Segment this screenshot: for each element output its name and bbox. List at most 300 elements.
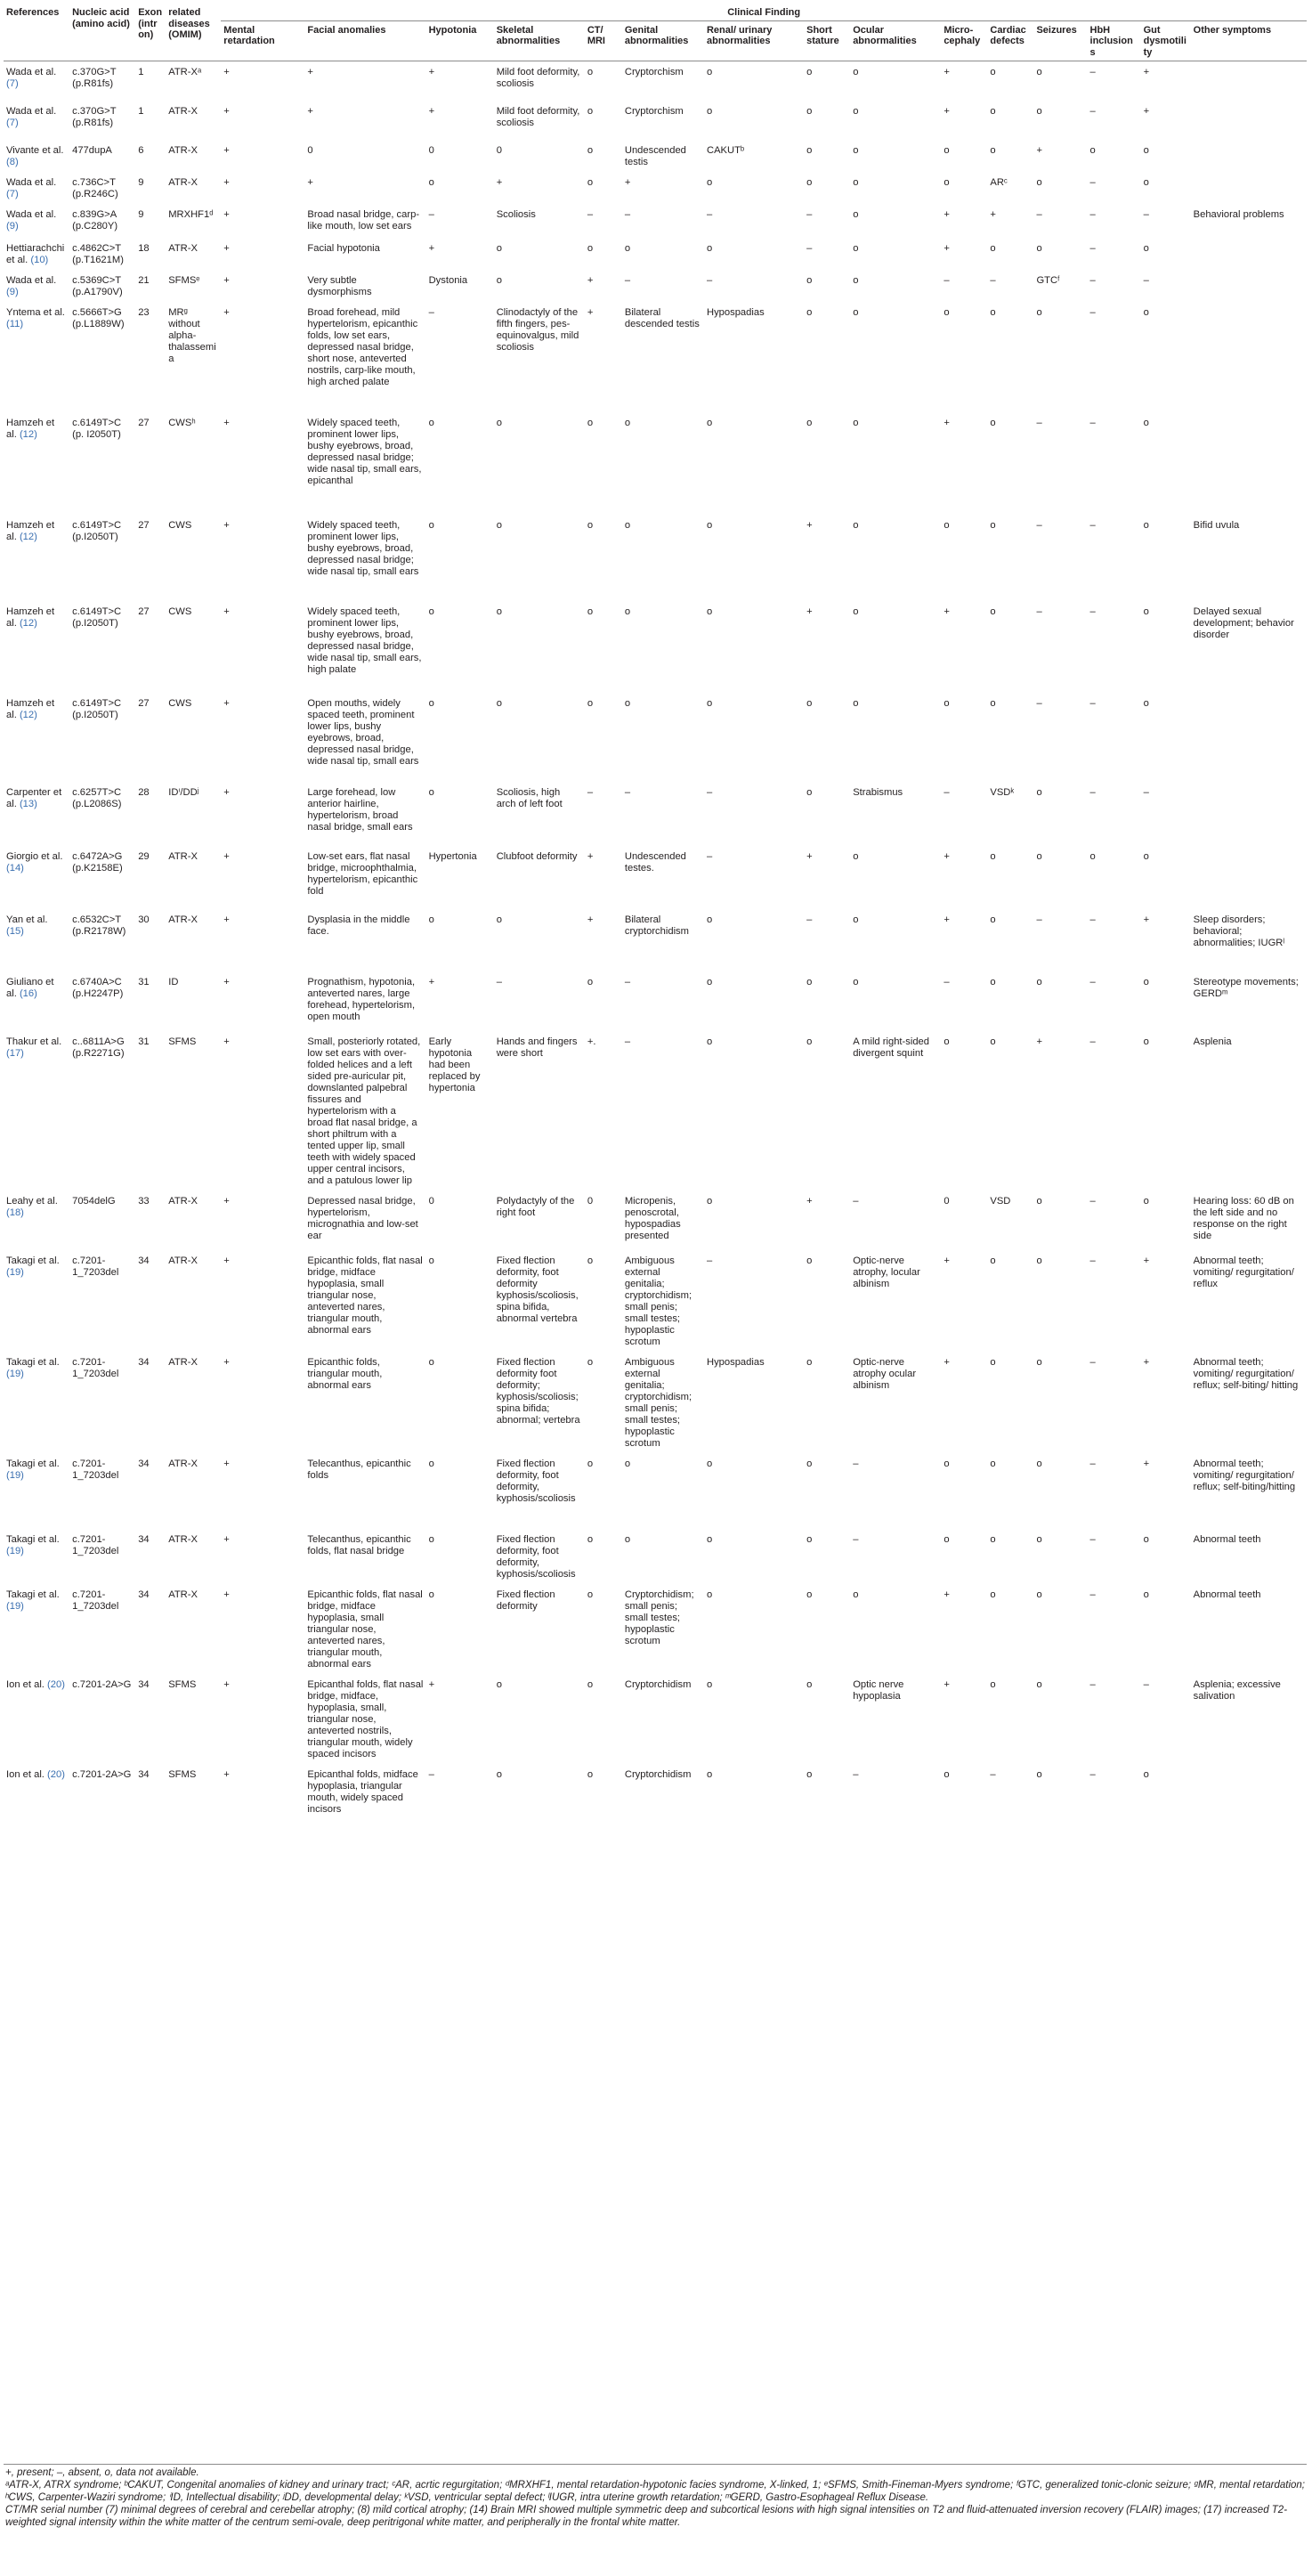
cell-seizures: o — [1036, 1678, 1042, 1690]
cell-reference — [4, 61, 69, 101]
reference-link[interactable]: (19) — [6, 1266, 24, 1278]
cell-cardiac: o — [990, 144, 996, 156]
reference-author: Leahy et al. — [6, 1195, 58, 1207]
cell-genital: – — [624, 786, 631, 798]
cell-skeletal: 0 — [496, 144, 502, 156]
cell-renal: o — [706, 417, 713, 428]
reference-author: Takagi et al. — [6, 1356, 60, 1368]
table-row — [4, 140, 1307, 172]
cell-cardiac: o — [990, 697, 996, 709]
cell-reference — [4, 140, 69, 172]
cell-nucleic-acid: c.7201-1_7203del — [72, 1533, 119, 1556]
cell-gut: o — [1143, 605, 1149, 617]
cell-disease: SFMS — [168, 1768, 197, 1780]
col-facial-anomalies: Facial anomalies — [304, 20, 425, 61]
cell-genital: o — [624, 1458, 631, 1469]
cell-skeletal: o — [496, 274, 502, 286]
cell-ocular: o — [853, 306, 859, 318]
reference-link[interactable]: (19) — [6, 1600, 24, 1612]
cell-gut: o — [1143, 144, 1149, 156]
cell-short: o — [806, 786, 813, 798]
table-row — [4, 204, 1307, 238]
cell-hbh: – — [1089, 1255, 1096, 1266]
cell-renal: o — [706, 1533, 713, 1545]
cell-genital: Undescended testis — [624, 144, 686, 167]
cell-disease: ATR-X — [168, 176, 198, 188]
cell-seizures: o — [1036, 1533, 1042, 1545]
cell-short: o — [806, 417, 813, 428]
cell-genital: Cryptorchism — [624, 105, 684, 117]
cell-nucleic-acid: c.5369C>T (p.A1790V) — [72, 274, 123, 297]
cell-ocular: A mild right-sided divergent squint — [853, 1036, 929, 1059]
cell-micro: + — [944, 850, 950, 862]
cell-exon: 31 — [138, 1036, 150, 1047]
col-nucleic-acid: Nucleic acid (amino acid) — [69, 5, 135, 61]
cell-hbh: – — [1089, 176, 1096, 188]
table-row — [4, 1529, 1307, 1584]
cell-hbh: o — [1089, 850, 1096, 862]
reference-link[interactable]: (12) — [19, 428, 37, 440]
reference-link[interactable]: (7) — [6, 117, 19, 128]
cell-cardiac: – — [990, 1768, 996, 1780]
cell-ocular: o — [853, 697, 859, 709]
cell-short: o — [806, 176, 813, 188]
col-gut: Gut dysmotility — [1141, 20, 1191, 61]
col-skeletal: Skeletal abnormalities — [494, 20, 585, 61]
reference-author: Thakur et al. — [6, 1036, 62, 1047]
cell-other: Abnormal teeth; vomiting/ regurgitation/ reflux — [1193, 1255, 1294, 1289]
reference-author: Takagi et al. — [6, 1589, 60, 1600]
cell-seizures: o — [1036, 176, 1042, 188]
cell-skeletal: o — [496, 519, 502, 531]
reference-author: Hamzeh et al. — [6, 417, 55, 440]
reference-link[interactable]: (19) — [6, 1545, 24, 1556]
cell-mental: + — [223, 1356, 230, 1368]
cell-micro: + — [944, 67, 950, 77]
cell-exon: 1 — [138, 105, 144, 117]
cell-micro: + — [944, 1678, 950, 1690]
cell-seizures: o — [1036, 1589, 1042, 1600]
reference-link[interactable]: (14) — [6, 862, 24, 874]
col-hypotonia: Hypotonia — [426, 20, 494, 61]
cell-hypotonia: Hypertonia — [428, 850, 477, 862]
cell-disease: ATR-X — [168, 1195, 198, 1207]
reference-link[interactable]: (20) — [47, 1678, 65, 1690]
cell-micro: o — [944, 697, 950, 709]
cell-ct: o — [587, 605, 594, 617]
cell-cardiac: o — [990, 1678, 996, 1690]
cell-cardiac: o — [990, 976, 996, 987]
cell-micro: + — [944, 1356, 950, 1368]
cell-skeletal: Polydactyly of the right foot — [496, 1195, 575, 1218]
cell-ct: o — [587, 1768, 594, 1780]
cell-gut: + — [1143, 1458, 1150, 1469]
cell-skeletal: Mild foot deformity, scoliosis — [496, 105, 580, 128]
cell-ocular: Optic nerve hypoplasia — [853, 1678, 904, 1702]
reference-author: Giuliano et al. — [6, 976, 54, 999]
cell-facial: Small, posteriorly rotated, low set ears with over-folded helices and a left sided pre-auricular pit, downslanted palpebral fissures and hypertelorism with a broad flat nasal bridge, a short philtrum with a tented upper lip, small teeth with widely spaced upper central incisors, and a patulous lower lip — [307, 1036, 421, 1186]
cell-skeletal: – — [496, 976, 502, 987]
cell-disease: CWS — [168, 697, 192, 709]
cell-gut: o — [1143, 697, 1149, 709]
cell-ocular: o — [853, 605, 859, 617]
cell-hypotonia: o — [428, 1533, 434, 1545]
cell-exon: 34 — [138, 1678, 150, 1690]
cell-hypotonia: Early hypotonia had been replaced by hypertonia — [428, 1036, 481, 1093]
cell-micro: + — [944, 1589, 950, 1600]
cell-renal: o — [706, 914, 713, 925]
cell-other — [1191, 140, 1307, 172]
cell-hbh: – — [1089, 1036, 1096, 1047]
clinical-findings-table — [4, 5, 1307, 1819]
cell-seizures: o — [1036, 1195, 1042, 1207]
reference-link[interactable]: (9) — [6, 286, 19, 297]
cell-exon: 34 — [138, 1356, 150, 1368]
cell-genital: Ambiguous external genitalia; cryptorchidism; small penis; small testes; hypoplastic scrotum — [624, 1356, 692, 1449]
cell-nucleic-acid: c.7201-1_7203del — [72, 1255, 119, 1278]
cell-ct: + — [587, 914, 594, 925]
cell-hbh: – — [1089, 242, 1096, 254]
cell-exon: 34 — [138, 1589, 150, 1600]
cell-renal: o — [706, 176, 713, 188]
cell-gut: o — [1143, 176, 1149, 188]
cell-facial: Facial hypotonia — [307, 242, 380, 254]
cell-ct: o — [587, 1458, 594, 1469]
cell-cardiac: o — [990, 67, 996, 77]
cell-ct: o — [587, 697, 594, 709]
cell-genital: o — [624, 417, 631, 428]
cell-nucleic-acid: c.4862C>T (p.T1621M) — [72, 242, 124, 265]
cell-gut: o — [1143, 976, 1149, 987]
cell-facial: Low-set ears, flat nasal bridge, microophthalmia, hypertelorism, epicanthic fold — [307, 850, 418, 897]
reference-link[interactable]: (20) — [47, 1768, 65, 1780]
cell-disease: MRᵍ without alpha-thalassemia — [168, 306, 216, 364]
cell-reference — [4, 270, 69, 302]
cell-facial: Epicanthic folds, triangular mouth, abnormal ears — [307, 1356, 383, 1391]
cell-renal: Hypospadias — [706, 306, 765, 318]
cell-exon: 30 — [138, 914, 150, 925]
cell-ct: o — [587, 144, 594, 156]
cell-hbh: – — [1089, 67, 1096, 77]
cell-cardiac: o — [990, 306, 996, 318]
col-other: Other symptoms — [1191, 20, 1307, 61]
cell-nucleic-acid: c.6149T>C (p.I2050T) — [72, 605, 122, 629]
reference-link[interactable]: (12) — [19, 709, 37, 720]
cell-exon: 6 — [138, 144, 144, 156]
cell-genital: o — [624, 242, 631, 254]
cell-short: + — [806, 605, 813, 617]
cell-exon: 9 — [138, 176, 144, 188]
cell-mental: + — [223, 242, 230, 254]
reference-author: Wada et al. — [6, 67, 57, 77]
col-ocular: Ocular abnormalities — [850, 20, 941, 61]
cell-genital: o — [624, 605, 631, 617]
cell-hypotonia: + — [428, 242, 435, 254]
cell-hbh: – — [1089, 697, 1096, 709]
reference-link[interactable]: (11) — [6, 318, 24, 329]
cell-ct: o — [587, 105, 594, 117]
cell-renal: – — [706, 1255, 713, 1266]
cell-gut: + — [1143, 1356, 1150, 1368]
cell-micro: + — [944, 208, 950, 220]
cell-short: o — [806, 67, 813, 77]
cell-exon: 34 — [138, 1768, 150, 1780]
cell-genital: Undescended testes. — [624, 850, 686, 874]
cell-hypotonia: o — [428, 697, 434, 709]
cell-reference — [4, 1764, 69, 1819]
cell-renal: – — [706, 274, 713, 286]
cell-cardiac: VSDᵏ — [990, 786, 1015, 798]
cell-skeletal: o — [496, 605, 502, 617]
cell-disease: CWSʰ — [168, 417, 196, 428]
reference-link[interactable]: (12) — [19, 531, 37, 542]
cell-exon: 34 — [138, 1533, 150, 1545]
cell-short: – — [806, 914, 813, 925]
cell-micro: – — [944, 786, 950, 798]
cell-hypotonia: + — [428, 976, 435, 987]
cell-gut: – — [1143, 274, 1149, 286]
cell-renal: o — [706, 1458, 713, 1469]
cell-skeletal: o — [496, 1678, 502, 1690]
cell-mental: + — [223, 208, 230, 220]
reference-link[interactable]: (19) — [6, 1469, 24, 1481]
cell-seizures: o — [1036, 786, 1042, 798]
cell-reference — [4, 1674, 69, 1764]
cell-other — [1191, 846, 1307, 909]
cell-nucleic-acid: 477dupA — [72, 144, 112, 156]
footer-divider — [4, 2464, 1307, 2465]
cell-mental: + — [223, 417, 230, 428]
cell-gut: o — [1143, 242, 1149, 254]
cell-micro: o — [944, 1036, 950, 1047]
cell-renal: o — [706, 105, 713, 117]
cell-mental: + — [223, 1678, 230, 1690]
cell-gut: o — [1143, 1036, 1149, 1047]
cell-exon: 27 — [138, 417, 150, 428]
table-row — [4, 1453, 1307, 1529]
col-seizures: Seizures — [1033, 20, 1087, 61]
cell-reference — [4, 693, 69, 782]
cell-facial: Dysplasia in the middle face. — [307, 914, 410, 937]
cell-short: o — [806, 306, 813, 318]
cell-cardiac: o — [990, 1589, 996, 1600]
cell-renal: – — [706, 786, 713, 798]
cell-cardiac: o — [990, 1356, 996, 1368]
cell-disease: ATR-X — [168, 242, 198, 254]
cell-skeletal: Scoliosis — [496, 208, 536, 220]
cell-other: Delayed sexual development; behavior disorder — [1193, 605, 1294, 640]
cell-skeletal: Clubfoot deformity — [496, 850, 578, 862]
reference-author: Wada et al. — [6, 105, 57, 117]
cell-renal: CAKUTᵇ — [706, 144, 745, 156]
cell-mental: + — [223, 105, 230, 117]
cell-mental: + — [223, 786, 230, 798]
reference-author: Carpenter et al. — [6, 786, 62, 809]
cell-ct: – — [587, 786, 594, 798]
reference-link[interactable]: (7) — [6, 188, 19, 199]
cell-short: o — [806, 1356, 813, 1368]
cell-disease: SFMS — [168, 1036, 197, 1047]
cell-cardiac: o — [990, 1036, 996, 1047]
cell-mental: + — [223, 1533, 230, 1545]
cell-reference — [4, 204, 69, 238]
cell-disease: CWS — [168, 519, 192, 531]
cell-exon: 34 — [138, 1255, 150, 1266]
cell-ocular: Optic-nerve atrophy, locular albinism — [853, 1255, 920, 1289]
cell-hypotonia: o — [428, 786, 434, 798]
cell-ct: o — [587, 1589, 594, 1600]
cell-other: Hearing loss: 60 dB on the left side and no response on the right side — [1193, 1195, 1294, 1241]
cell-short: – — [806, 242, 813, 254]
cell-hypotonia: 0 — [428, 1195, 434, 1207]
cell-cardiac: ARᶜ — [990, 176, 1008, 188]
cell-seizures: – — [1036, 697, 1042, 709]
cell-hypotonia: o — [428, 519, 434, 531]
reference-link[interactable]: (16) — [19, 987, 37, 999]
cell-short: o — [806, 105, 813, 117]
cell-facial: + — [307, 67, 313, 77]
cell-short: o — [806, 1458, 813, 1469]
cell-other — [1191, 1764, 1307, 1819]
cell-nucleic-acid: c.6257T>C (p.L2086S) — [72, 786, 122, 809]
cell-disease: ATR-X — [168, 1356, 198, 1368]
cell-disease: CWS — [168, 605, 192, 617]
cell-gut: + — [1143, 1255, 1150, 1266]
cell-ocular: o — [853, 1589, 859, 1600]
cell-facial: Very subtle dysmorphisms — [307, 274, 372, 297]
cell-mental: + — [223, 914, 230, 925]
cell-ocular: o — [853, 914, 859, 925]
reference-author: Takagi et al. — [6, 1255, 60, 1266]
reference-author: Hamzeh et al. — [6, 605, 55, 629]
cell-skeletal: + — [496, 176, 503, 188]
cell-ct: +. — [587, 1036, 596, 1047]
cell-facial: Depressed nasal bridge, hypertelorism, micrognathia and low-set ear — [307, 1195, 418, 1241]
cell-mental: + — [223, 1255, 230, 1266]
cell-nucleic-acid: c.839G>A (p.C280Y) — [72, 208, 118, 232]
cell-seizures: o — [1036, 306, 1042, 318]
cell-hbh: – — [1089, 417, 1096, 428]
cell-micro: o — [944, 1768, 950, 1780]
cell-hbh: – — [1089, 605, 1096, 617]
cell-ocular: o — [853, 176, 859, 188]
cell-nucleic-acid: c.6149T>C (p. I2050T) — [72, 417, 122, 440]
cell-gut: o — [1143, 1195, 1149, 1207]
cell-renal: o — [706, 67, 713, 77]
cell-seizures: o — [1036, 242, 1042, 254]
cell-mental: + — [223, 306, 230, 318]
table-row — [4, 693, 1307, 782]
cell-hypotonia: o — [428, 1255, 434, 1266]
table-row — [4, 1674, 1307, 1764]
cell-other: Abnormal teeth — [1193, 1533, 1261, 1545]
cell-mental: + — [223, 519, 230, 531]
cell-mental: + — [223, 850, 230, 862]
cell-cardiac: – — [990, 274, 996, 286]
reference-author: Wada et al. — [6, 176, 57, 188]
cell-skeletal: Fixed flection deformity, foot deformity, kyphosis/scoliosis — [496, 1458, 576, 1504]
reference-link[interactable]: (8) — [6, 156, 19, 167]
col-hbh: HbH inclusions — [1088, 20, 1141, 61]
cell-gut: – — [1143, 1678, 1149, 1690]
cell-reference — [4, 1190, 69, 1250]
reference-link[interactable]: (13) — [19, 798, 37, 809]
cell-genital: o — [624, 1533, 631, 1545]
cell-ct: + — [587, 274, 594, 286]
reference-link[interactable]: (10) — [30, 254, 49, 265]
cell-skeletal: o — [496, 914, 502, 925]
cell-mental: + — [223, 67, 230, 77]
cell-skeletal: o — [496, 697, 502, 709]
cell-cardiac: o — [990, 519, 996, 531]
cell-genital: + — [624, 176, 631, 188]
cell-skeletal: Fixed flection deformity — [496, 1589, 555, 1612]
reference-link[interactable]: (19) — [6, 1368, 24, 1379]
col-references: References — [4, 5, 69, 61]
cell-ocular: o — [853, 144, 859, 156]
cell-hbh: – — [1089, 208, 1096, 220]
reference-link[interactable]: (15) — [6, 925, 24, 937]
cell-hypotonia: o — [428, 1356, 434, 1368]
cell-cardiac: o — [990, 1458, 996, 1469]
reference-link[interactable]: (12) — [19, 617, 37, 629]
cell-mental: + — [223, 1036, 230, 1047]
cell-mental: + — [223, 1768, 230, 1780]
cell-ocular: o — [853, 976, 859, 987]
cell-ct: + — [587, 306, 594, 318]
cell-exon: 27 — [138, 697, 150, 709]
cell-hbh: – — [1089, 1458, 1096, 1469]
cell-exon: 34 — [138, 1458, 150, 1469]
cell-mental: + — [223, 976, 230, 987]
cell-hypotonia: o — [428, 1458, 434, 1469]
cell-disease: ID — [168, 976, 179, 987]
reference-author: Yntema et al. — [6, 306, 65, 318]
reference-link[interactable]: (9) — [6, 220, 19, 232]
cell-short: o — [806, 976, 813, 987]
cell-hbh: – — [1089, 1589, 1096, 1600]
reference-link[interactable]: (18) — [6, 1207, 24, 1218]
cell-facial: Broad nasal bridge, carp-like mouth, low set ears — [307, 208, 420, 232]
cell-exon: 18 — [138, 242, 150, 254]
cell-seizures: o — [1036, 1768, 1042, 1780]
cell-facial: Telecanthus, epicanthic folds — [307, 1458, 411, 1481]
cell-ct: o — [587, 242, 594, 254]
table-row — [4, 61, 1307, 101]
cell-nucleic-acid: c.5666T>G (p.L1889W) — [72, 306, 125, 329]
cell-disease: MRXHF1ᵈ — [168, 208, 214, 220]
cell-skeletal: Fixed flection deformity, foot deformity, kyphosis/scoliosis — [496, 1533, 576, 1580]
cell-exon: 1 — [138, 67, 144, 77]
cell-renal: o — [706, 1195, 713, 1207]
cell-exon: 27 — [138, 519, 150, 531]
reference-link[interactable]: (7) — [6, 78, 19, 89]
cell-micro: + — [944, 605, 950, 617]
cell-cardiac: o — [990, 1533, 996, 1545]
cell-hbh: – — [1089, 1356, 1096, 1368]
cell-other — [1191, 412, 1307, 515]
cell-hypotonia: – — [428, 306, 434, 318]
cell-ct: + — [587, 850, 594, 862]
cell-mental: + — [223, 1589, 230, 1600]
cell-short: o — [806, 1533, 813, 1545]
reference-link[interactable]: (17) — [6, 1047, 24, 1059]
cell-mental: + — [223, 1458, 230, 1469]
reference-author: Takagi et al. — [6, 1458, 60, 1469]
cell-ct: o — [587, 1255, 594, 1266]
reference-author: Ion et al. — [6, 1678, 45, 1690]
cell-gut: – — [1143, 208, 1149, 220]
